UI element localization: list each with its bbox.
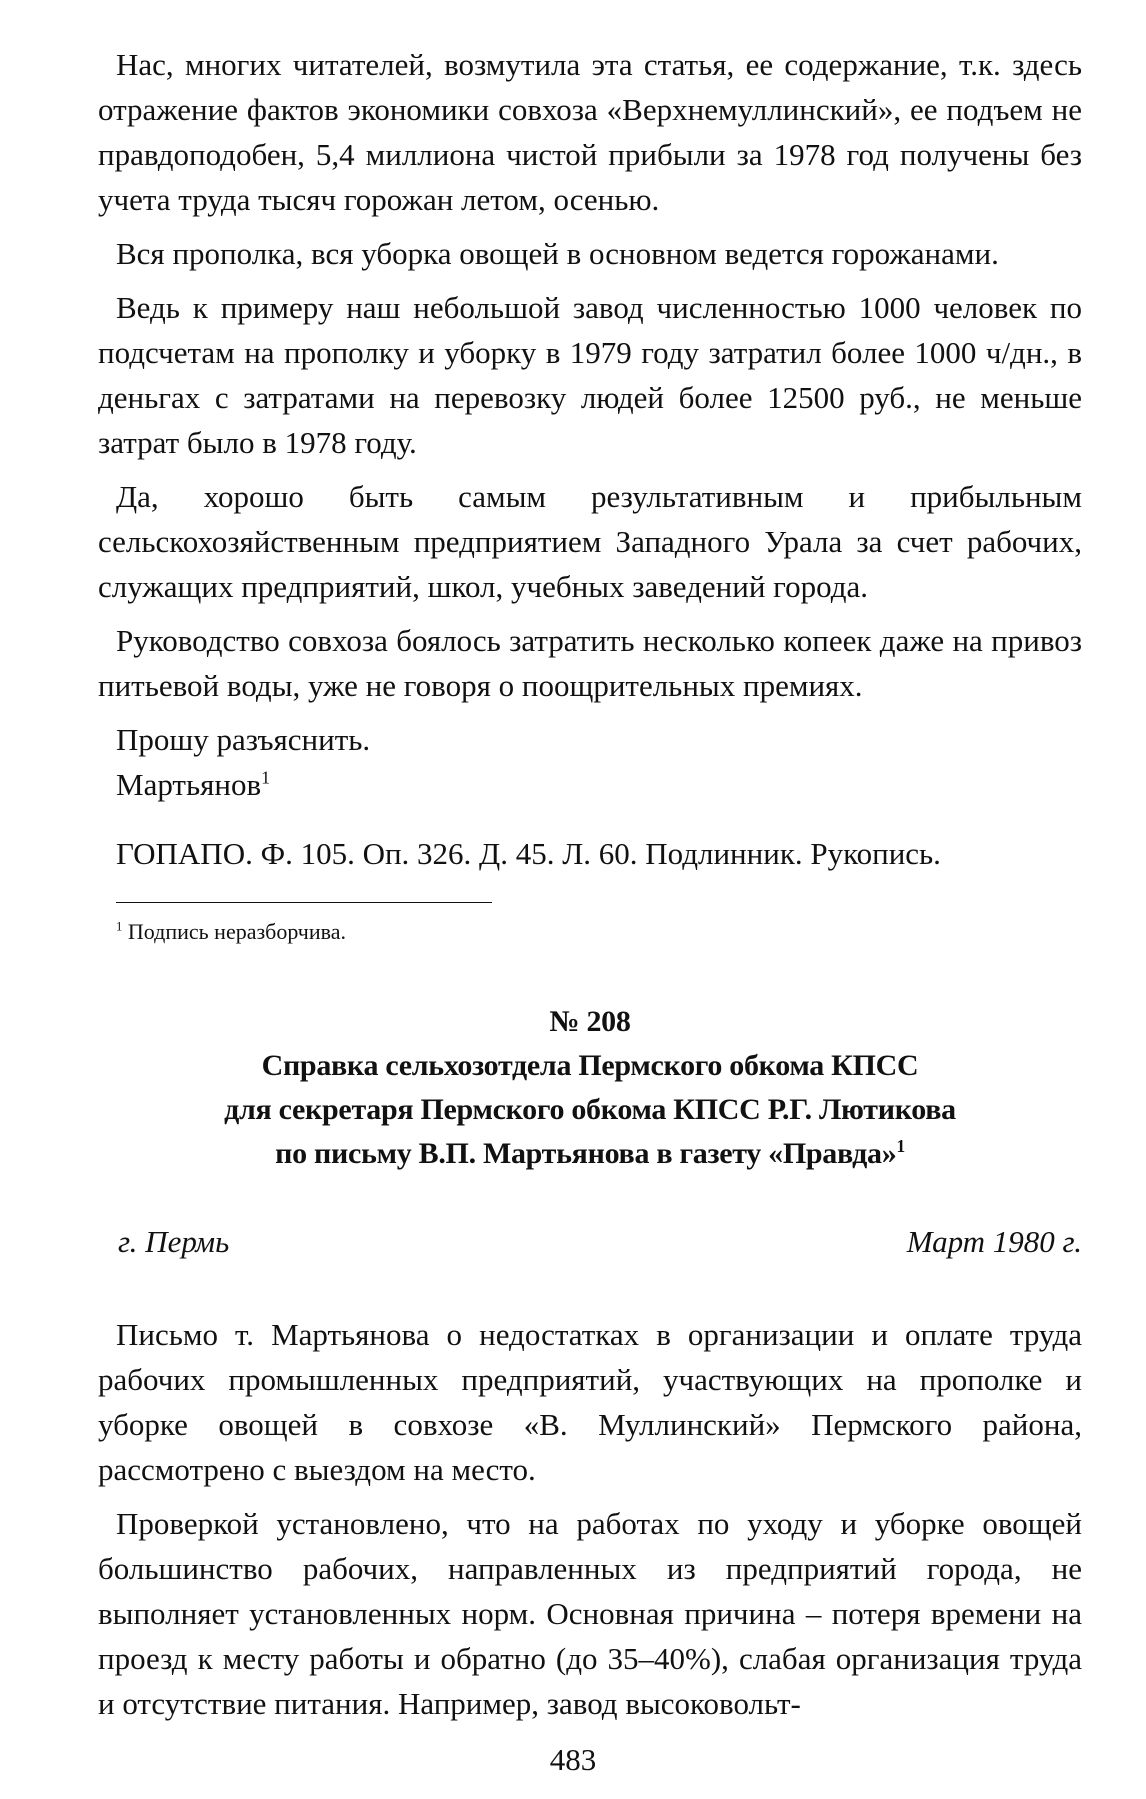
document-body bbox=[98, 1312, 1082, 1726]
signer-footnote-mark: 1 bbox=[261, 767, 271, 788]
document-title-text: по письму В.П. Мартьянова в газету «Правда» bbox=[275, 1137, 897, 1170]
document-heading bbox=[98, 1000, 1082, 1176]
letter-paragraph: Да, хорошо быть самым результативным и прибыльным сельскохозяйственным предприятием Западного Урала за счет рабочих, служащих предприятий, школ, учебных заведений города. bbox=[98, 479, 1082, 604]
letter-paragraph: Руководство совхоза боялось затратить несколько копеек даже на привоз питьевой воды, уже не говоря о поощрительных премиях. bbox=[98, 623, 1082, 703]
letter-paragraph: Ведь к примеру наш небольшой завод численностью 1000 человек по подсчетам на прополку и уборку в 1979 году затратил более 1000 ч/дн., в деньгах с затратами на перевозку людей более 12500 руб., не меньше затрат было в 1978 году. bbox=[98, 290, 1082, 460]
signer-name: Мартьянов bbox=[116, 767, 262, 802]
footnote bbox=[116, 917, 1082, 947]
letter-paragraph: Вся прополка, вся уборка овощей в основном ведется горожанами. bbox=[116, 236, 999, 271]
footnote-mark: 1 bbox=[116, 919, 123, 934]
page-number: 483 bbox=[549, 1742, 597, 1777]
document-paragraph: Письмо т. Мартьянова о недостатках в организации и оплате труда рабочих промышленных предприятий, участвующих на прополке и уборке овощей в совхозе «В. Муллинский» Пермского района, рассмотрено с выездом на место. bbox=[98, 1317, 1082, 1487]
letter-section bbox=[98, 42, 1082, 947]
footnote-divider bbox=[116, 902, 492, 903]
document-title-line: Справка сельхозотдела Пермского обкома КПСС bbox=[261, 1049, 919, 1082]
letter-signer bbox=[98, 762, 1082, 807]
document-title-line: для секретаря Пермского обкома КПСС Р.Г. Лютикова bbox=[224, 1093, 956, 1126]
letter-closing: Прошу разъяснить. bbox=[116, 722, 371, 757]
letter-paragraph: Нас, многих читателей, возмутила эта статья, ее содержание, т.к. здесь отражение фактов экономики совхоза «Верхнемуллинский», ее подъем не правдоподобен, 5,4 миллиона чистой прибыли за 1978 год получены без учета труда тысяч горожан летом, осенью. bbox=[98, 47, 1082, 217]
document-paragraph: Проверкой установлено, что на работах по уходу и уборке овощей большинство рабочих, направленных из предприятий города, не выполняет установленных норм. Основная причина – потеря времени на проезд к месту работы и обратно (до 35–40%), слабая организация труда и отсутствие питания. Например, завод высоковольт- bbox=[98, 1506, 1082, 1721]
document-place: г. Пермь bbox=[118, 1224, 230, 1259]
footnote-text: Подпись неразборчива. bbox=[127, 919, 347, 944]
letter-body bbox=[98, 42, 1082, 708]
document-number: № 208 bbox=[549, 1005, 631, 1038]
place-date-line bbox=[118, 1222, 1082, 1262]
title-footnote-mark: 1 bbox=[896, 1136, 905, 1156]
document-date: Март 1980 г. bbox=[906, 1224, 1082, 1259]
archive-reference: ГОПАПО. Ф. 105. Оп. 326. Д. 45. Л. 60. Подлинник. Рукопись. bbox=[116, 836, 941, 871]
document-title-line bbox=[98, 1132, 1082, 1176]
